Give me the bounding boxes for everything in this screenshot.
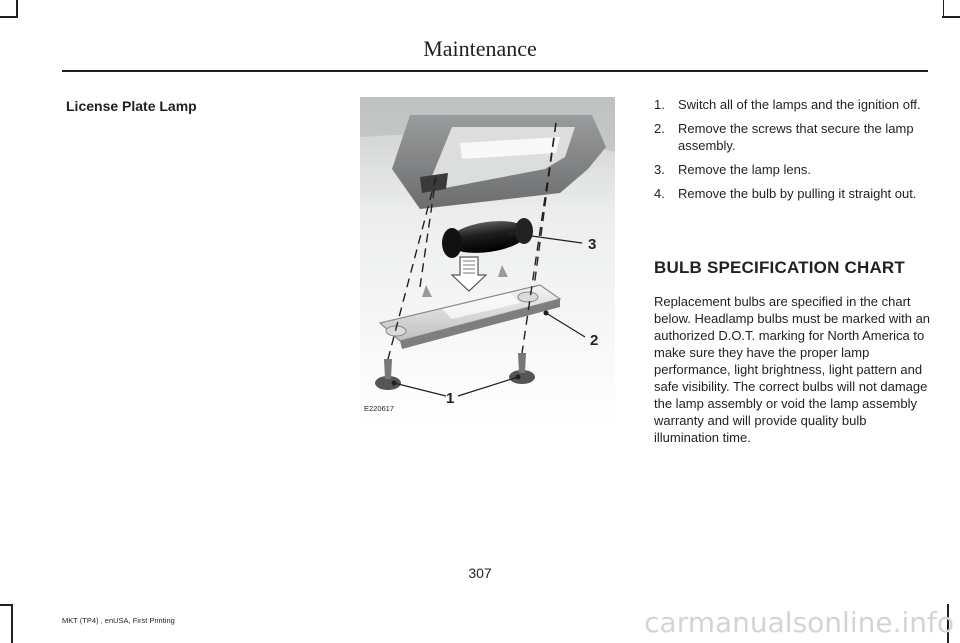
crop-mark-top-right-v bbox=[943, 0, 945, 18]
watermark: carmanualsonline.info bbox=[644, 606, 954, 639]
header-rule bbox=[62, 70, 928, 72]
step-item bbox=[654, 96, 934, 113]
step-number: 2. bbox=[654, 121, 665, 136]
step-text: Remove the bulb by pulling it straight out. bbox=[678, 186, 917, 201]
crop-mark-top-right-h bbox=[942, 16, 960, 18]
step-text: Remove the lamp lens. bbox=[678, 162, 811, 177]
callout-2: 2 bbox=[590, 332, 599, 349]
page-number: 307 bbox=[468, 565, 492, 581]
instruction-steps bbox=[654, 96, 934, 209]
figure-code: E220617 bbox=[364, 404, 395, 413]
footer-print-info: MKT (TP4) , enUSA, First Printing bbox=[62, 616, 175, 625]
step-text: Remove the screws that secure the lamp assembly. bbox=[678, 121, 914, 153]
license-plate-lamp-illustration bbox=[360, 97, 615, 427]
step-item bbox=[654, 161, 934, 178]
lamp-exploded-diagram bbox=[360, 97, 615, 427]
section-label: License Plate Lamp bbox=[66, 98, 197, 114]
bulb-chart-heading: BULB SPECIFICATION CHART bbox=[654, 258, 905, 277]
crop-mark-top-left-v bbox=[16, 0, 18, 18]
step-number: 3. bbox=[654, 162, 665, 177]
step-text: Switch all of the lamps and the ignition off. bbox=[678, 97, 921, 112]
step-number: 1. bbox=[654, 97, 665, 112]
page-header-title: Maintenance bbox=[423, 36, 537, 61]
callout-1: 1 bbox=[446, 390, 455, 407]
crop-mark-bottom-left-v bbox=[11, 604, 13, 643]
bulb-chart-paragraph: Replacement bulbs are specified in the chart below. Headlamp bulbs must be marked with an authorized D.O.T. marking for North America to make sure they have the proper lamp performance, light brightness, light pattern and safe visibility. The correct bulbs will not damage the lamp assembly or void the lamp assembly warranty and will provide quality bulb illumination time. bbox=[654, 294, 931, 445]
callout-3: 3 bbox=[588, 236, 597, 253]
step-item bbox=[654, 185, 934, 202]
step-number: 4. bbox=[654, 186, 665, 201]
step-item bbox=[654, 120, 934, 154]
